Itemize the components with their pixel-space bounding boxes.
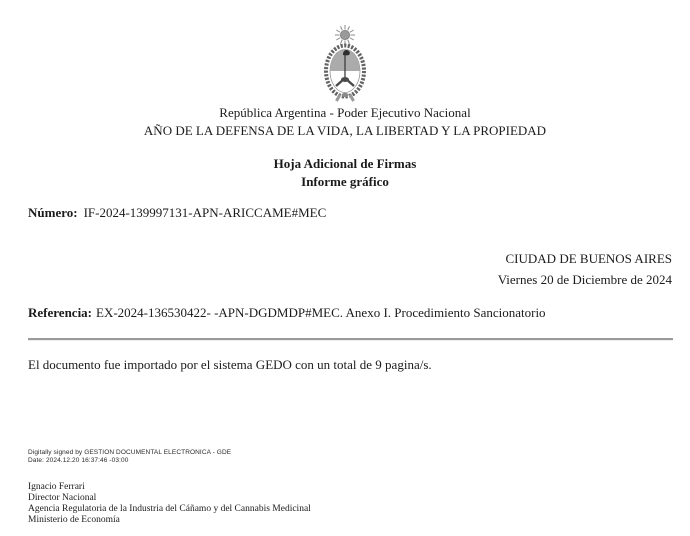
referencia-value: EX-2024-136530422- -APN-DGDMDP#MEC. Anexo I. Procedimiento Sancionatorio [96,305,546,320]
date-line: Viernes 20 de Diciembre de 2024 [497,272,672,287]
digital-signature-line1: Digitally signed by GESTION DOCUMENTAL ELECTRONICA - GDE [28,449,232,456]
imported-document-note: El documento fue importado por el sistema GEDO con un total de 9 pagina/s. [28,357,432,372]
signer-block [28,482,311,526]
digital-signature-stamp [28,449,231,465]
document-title: Hoja Adicional de Firmas [273,156,417,171]
digital-signature-line2: Date: 2024.12.20 16:37:46 -03:00 [28,457,129,464]
signer-ministry: Ministerio de Economía [28,515,120,525]
header-republic-line: República Argentina - Poder Ejecutivo Nacional [219,105,471,120]
numero-label: Número: [28,205,78,220]
referencia-label: Referencia: [28,305,93,320]
numero-value: IF-2024-139997131-APN-ARICCAME#MEC [83,205,327,220]
document-subtitle: Informe gráfico [301,174,389,189]
place-line: CIUDAD DE BUENOS AIRES [505,251,672,266]
signer-org: Agencia Regulatoria de la Industria del Cáñamo y del Cannabis Medicinal [28,504,311,514]
referencia-line [28,305,672,321]
signer-title: Director Nacional [28,493,97,503]
numero-line [28,205,672,221]
header-year-motto-line: AÑO DE LA DEFENSA DE LA VIDA, LA LIBERTAD Y LA PROPIEDAD [143,123,547,138]
section-divider [28,338,673,341]
argentina-coat-of-arms-icon [313,24,377,104]
coat-of-arms-container [0,24,690,109]
signer-name: Ignacio Ferrari [28,482,85,492]
